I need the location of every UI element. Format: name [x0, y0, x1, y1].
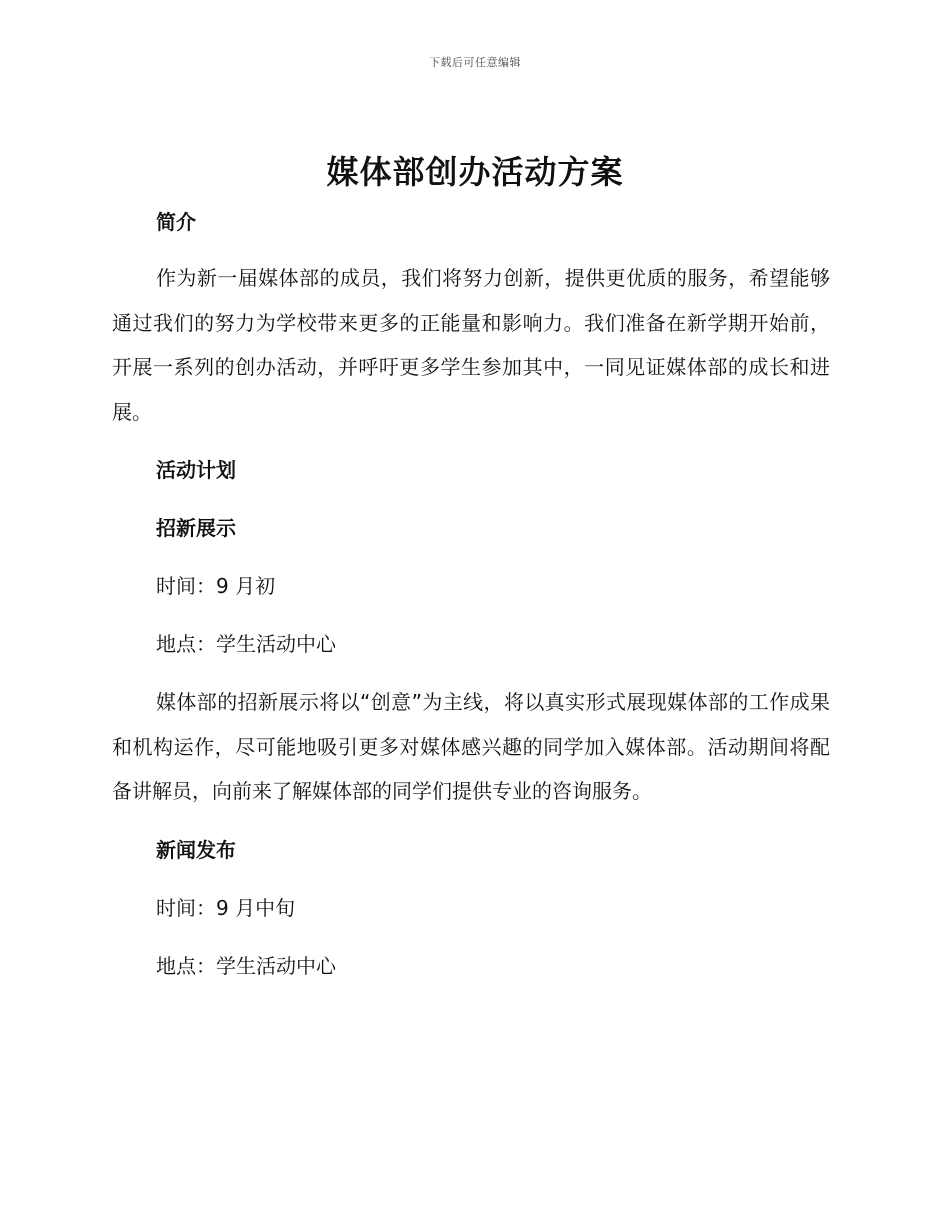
intro-heading: 简介 — [156, 210, 196, 234]
news-heading: 新闻发布 — [156, 837, 236, 862]
document-title: 媒体部创办活动方案 — [326, 153, 624, 191]
intro-paragraph: 作为新一届媒体部的成员，我们将努力创新，提供更优质的服务，希望能够通过我们的努力为学校带来更多的正能量和影响力。我们准备在新学期开始前，开展一系列的创办活动，并呼吁更多学生参加其中，一同见证媒体部的成长和进展。 — [112, 266, 830, 424]
recruit-paragraph: 媒体部的招新展示将以“创意”为主线，将以真实形式展现媒体部的工作成果和机构运作，尽可能地吸引更多对媒体感兴趣的同学加入媒体部。活动期间将配备讲解员，向前来了解媒体部的同学们提供专业的咨询服务。 — [112, 690, 830, 803]
header-note: 下载后可任意编辑 — [429, 56, 521, 69]
news-place: 地点：学生活动中心 — [156, 953, 336, 978]
news-time: 时间：9 月中旬 — [156, 895, 296, 920]
recruit-time: 时间：9 月初 — [156, 574, 276, 598]
document-body — [112, 200, 830, 988]
plan-heading: 活动计划 — [156, 458, 236, 482]
recruit-place: 地点：学生活动中心 — [156, 632, 336, 656]
recruit-heading: 招新展示 — [156, 516, 236, 540]
